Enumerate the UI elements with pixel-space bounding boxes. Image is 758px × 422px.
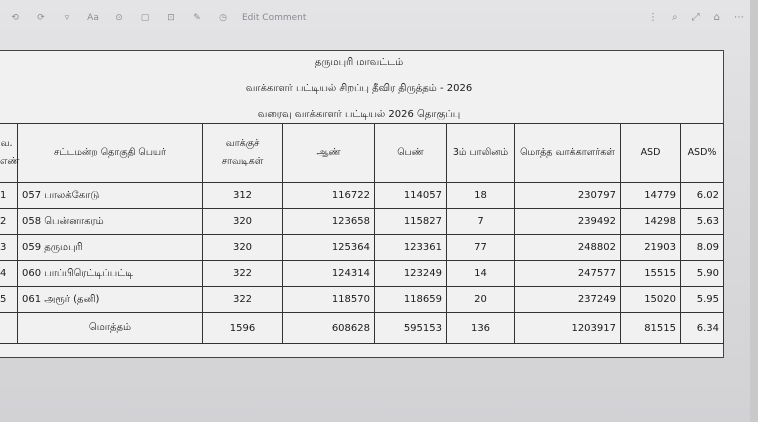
undo-icon[interactable]: ⟲ <box>11 13 19 23</box>
highlight-dropdown-icon[interactable]: ▿ <box>64 13 70 23</box>
column-header-asd-percent: ASD% <box>681 124 724 183</box>
asd-percent-cell: 5.90 <box>681 261 724 287</box>
asd-cell: 21903 <box>621 235 681 261</box>
more-icon[interactable]: ⋮ <box>648 12 659 23</box>
serial-cell: 1 <box>0 183 18 209</box>
redo-icon[interactable]: ⟳ <box>37 13 45 23</box>
male-cell: 116722 <box>283 183 375 209</box>
column-header-serial: வ. எண் <box>0 124 18 183</box>
male-cell: 125364 <box>283 235 375 261</box>
table-row <box>0 287 724 313</box>
toolbar-right-group <box>648 12 744 23</box>
total-voters-cell: 239492 <box>515 209 621 235</box>
shape-icon[interactable]: ▢ <box>140 13 150 23</box>
male-cell: 124314 <box>283 261 375 287</box>
female-cell: 123361 <box>375 235 447 261</box>
third-gender-cell: 7 <box>447 209 515 235</box>
female-cell: 123249 <box>375 261 447 287</box>
document-title-revision: வாக்காளர் பட்டியல் சிறப்பு தீவிர திருத்தம் - 2026 <box>245 83 473 94</box>
total-female-cell: 595153 <box>375 313 447 344</box>
third-gender-cell: 14 <box>447 261 515 287</box>
constituency-cell: 060 பாப்பிரெட்டிப்பட்டி <box>18 261 203 287</box>
select-icon[interactable]: ⊡ <box>167 13 175 23</box>
constituency-cell: 061 அரூர் (தனி) <box>18 287 203 313</box>
booths-cell: 322 <box>203 261 283 287</box>
table-header-row <box>0 124 724 183</box>
stamp-icon[interactable]: ⊙ <box>115 13 123 23</box>
asd-percent-cell: 5.63 <box>681 209 724 235</box>
booths-cell: 322 <box>203 287 283 313</box>
draw-icon[interactable]: ✎ <box>193 13 201 23</box>
third-gender-cell: 77 <box>447 235 515 261</box>
home-icon[interactable]: ⌂ <box>713 12 720 23</box>
total-asd-cell: 81515 <box>621 313 681 344</box>
booths-cell: 320 <box>203 235 283 261</box>
history-icon[interactable]: ◷ <box>219 13 227 23</box>
table-row <box>0 183 724 209</box>
table-row <box>0 261 724 287</box>
serial-cell: 2 <box>0 209 18 235</box>
female-cell: 115827 <box>375 209 447 235</box>
column-header-constituency: சட்டமன்ற தொகுதி பெயர் <box>18 124 203 183</box>
viewer-toolbar <box>0 0 758 36</box>
total-asd-percent-cell: 6.34 <box>681 313 724 344</box>
document-title-district: தருமபுரி மாவட்டம் <box>314 57 404 68</box>
edit-comment-button[interactable]: Edit Comment <box>242 13 307 23</box>
total-voters-cell: 247577 <box>515 261 621 287</box>
serial-cell: 3 <box>0 235 18 261</box>
overflow-icon[interactable]: ⋯ <box>734 12 744 23</box>
document-sheet <box>0 50 724 358</box>
asd-percent-cell: 6.02 <box>681 183 724 209</box>
booths-cell: 312 <box>203 183 283 209</box>
voter-summary-table <box>0 123 724 344</box>
asd-cell: 14779 <box>621 183 681 209</box>
document-title-draft: வரைவு வாக்காளர் பட்டியல் 2026 தொகுப்பு <box>257 109 461 120</box>
column-header-total-voters: மொத்த வாக்காளர்கள் <box>515 124 621 183</box>
total-voters-cell: 230797 <box>515 183 621 209</box>
third-gender-cell: 20 <box>447 287 515 313</box>
total-serial-cell <box>0 313 18 344</box>
constituency-cell: 057 பாலக்கோடு <box>18 183 203 209</box>
asd-percent-cell: 5.95 <box>681 287 724 313</box>
booths-cell: 320 <box>203 209 283 235</box>
asd-percent-cell: 8.09 <box>681 235 724 261</box>
asd-cell: 15515 <box>621 261 681 287</box>
male-cell: 118570 <box>283 287 375 313</box>
third-gender-cell: 18 <box>447 183 515 209</box>
asd-cell: 15020 <box>621 287 681 313</box>
constituency-cell: 058 பென்னாகரம் <box>18 209 203 235</box>
total-male-cell: 608628 <box>283 313 375 344</box>
column-header-third-gender: 3ம் பாலினம் <box>447 124 515 183</box>
search-icon[interactable]: ⌕ <box>672 12 678 23</box>
total-row <box>0 313 724 344</box>
table-row <box>0 235 724 261</box>
serial-cell: 5 <box>0 287 18 313</box>
column-header-asd: ASD <box>621 124 681 183</box>
asd-cell: 14298 <box>621 209 681 235</box>
fullscreen-icon[interactable]: ⤢ <box>691 12 700 23</box>
total-voters-cell: 248802 <box>515 235 621 261</box>
total-voters-cell: 237249 <box>515 287 621 313</box>
female-cell: 118659 <box>375 287 447 313</box>
text-format-icon[interactable]: Aa <box>87 13 99 23</box>
total-third-gender-cell: 136 <box>447 313 515 344</box>
total-voters-sum-cell: 1203917 <box>515 313 621 344</box>
table-row <box>0 209 724 235</box>
constituency-cell: 059 தருமபுரி <box>18 235 203 261</box>
male-cell: 123658 <box>283 209 375 235</box>
column-header-male: ஆண் <box>283 124 375 183</box>
total-label-cell: மொத்தம் <box>18 313 203 344</box>
serial-cell: 4 <box>0 261 18 287</box>
column-header-booths: வாக்குச் சாவடிகள் <box>203 124 283 183</box>
female-cell: 114057 <box>375 183 447 209</box>
column-header-female: பெண் <box>375 124 447 183</box>
total-booths-cell: 1596 <box>203 313 283 344</box>
